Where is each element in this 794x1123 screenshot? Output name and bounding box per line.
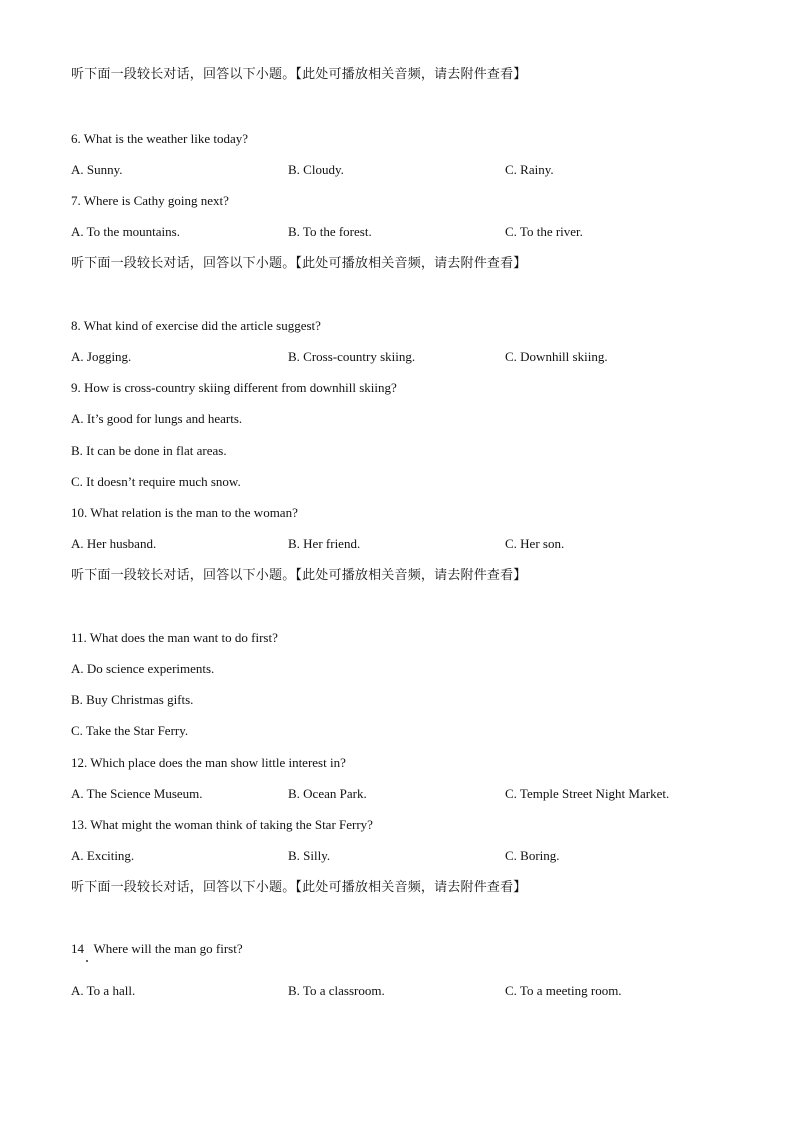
options-6 [71, 162, 771, 178]
option-9b: B. It can be done in flat areas. [71, 443, 227, 458]
option-8c: C. Downhill skiing. [505, 349, 608, 364]
option-13c: C. Boring. [505, 848, 560, 863]
option-9c: C. It doesn’t require much snow. [71, 474, 241, 489]
question-12: 12. Which place does the man show little interest in? [71, 755, 346, 770]
options-12 [71, 786, 771, 802]
options-8 [71, 349, 771, 365]
option-8b: B. Cross-country skiing. [288, 349, 416, 364]
option-6c: C. Rainy. [505, 162, 554, 177]
option-10b: B. Her friend. [288, 536, 361, 551]
option-11a: A. Do science experiments. [71, 661, 215, 676]
option-12a: A. The Science Museum. [71, 786, 203, 801]
options-13 [71, 848, 771, 864]
option-14c: C. To a meeting room. [505, 983, 622, 998]
question-7: 7. Where is Cathy going next? [71, 193, 229, 208]
option-7b: B. To the forest. [288, 224, 372, 239]
option-8a: A. Jogging. [71, 349, 132, 364]
stray-dot-mark [86, 960, 88, 962]
listening-instruction-1: 听下面一段较长对话，回答以下小题。【此处可播放相关音频，请去附件查看】 [71, 67, 527, 82]
listening-instruction-2: 听下面一段较长对话，回答以下小题。【此处可播放相关音频，请去附件查看】 [71, 256, 527, 271]
question-6: 6. What is the weather like today? [71, 131, 249, 146]
option-11b: B. Buy Christmas gifts. [71, 692, 194, 707]
option-9a: A. It’s good for lungs and hearts. [71, 411, 243, 426]
option-13b: B. Silly. [288, 848, 331, 863]
option-10c: C. Her son. [505, 536, 565, 551]
listening-instruction-4: 听下面一段较长对话，回答以下小题。【此处可播放相关音频，请去附件查看】 [71, 880, 527, 895]
question-8: 8. What kind of exercise did the article suggest? [71, 318, 321, 333]
question-13: 13. What might the woman think of taking the Star Ferry? [71, 817, 373, 832]
option-7a: A. To the mountains. [71, 224, 180, 239]
options-7 [71, 224, 771, 240]
option-7c: C. To the river. [505, 224, 583, 239]
options-14 [71, 983, 771, 999]
option-13a: A. Exciting. [71, 848, 135, 863]
option-11c: C. Take the Star Ferry. [71, 723, 189, 738]
option-10a: A. Her husband. [71, 536, 157, 551]
option-14b: B. To a classroom. [288, 983, 385, 998]
listening-instruction-3: 听下面一段较长对话，回答以下小题。【此处可播放相关音频，请去附件查看】 [71, 568, 527, 583]
question-10: 10. What relation is the man to the woman? [71, 505, 298, 520]
option-6a: A. Sunny. [71, 162, 123, 177]
question-11: 11. What does the man want to do first? [71, 630, 278, 645]
question-9: 9. How is cross-country skiing different from downhill skiing? [71, 380, 397, 395]
option-14a: A. To a hall. [71, 983, 136, 998]
option-6b: B. Cloudy. [288, 162, 344, 177]
option-12c: C. Temple Street Night Market. [505, 786, 670, 801]
option-12b: B. Ocean Park. [288, 786, 367, 801]
options-10 [71, 536, 771, 552]
question-14: 14 Where will the man go first? [71, 941, 243, 956]
